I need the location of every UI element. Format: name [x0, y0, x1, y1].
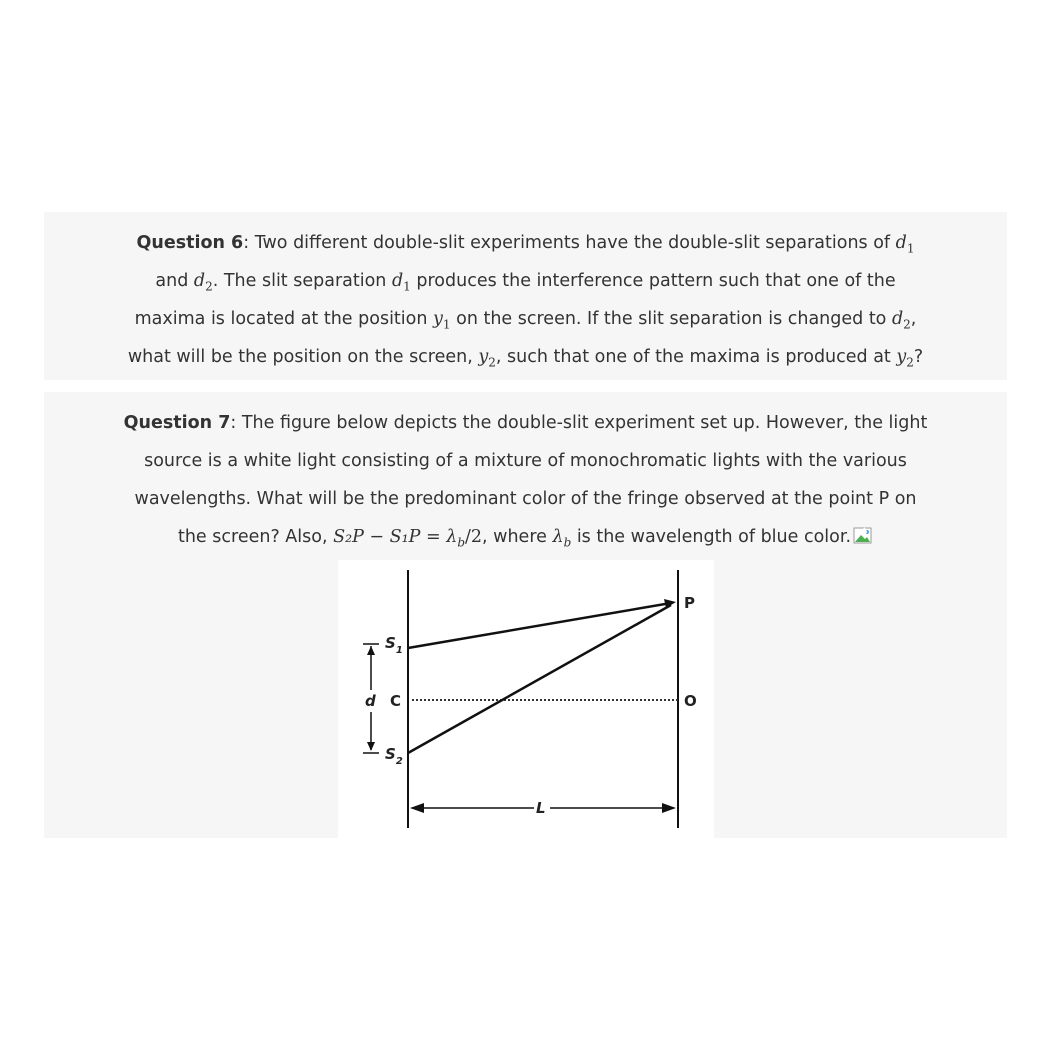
math-y2: $y_2$	[478, 347, 496, 370]
math-lambda-b: $\lambda_b$	[552, 527, 572, 550]
path-difference-equation: $S_2P - S_1P = \lambda_b/2$	[333, 527, 483, 550]
q6-line-2: and $d_2$. The slit separation $d_1$ produces the interference pattern such that one of the	[155, 271, 896, 294]
label-d: d	[365, 692, 376, 710]
q6-line-1	[44, 224, 1007, 262]
ray-s1-to-p	[408, 603, 671, 648]
double-slit-diagram	[338, 560, 714, 839]
label-c: C	[390, 692, 402, 710]
q7-line-4: the screen? Also, $S_2P - S_1P = \lambda_b/2$, where $\lambda_b$ is the wavelength of blue color.	[44, 518, 1007, 556]
label-p: P	[684, 594, 695, 612]
q6-text-1: : Two different double-slit experiments have the double-slit separations of	[243, 233, 896, 253]
label-o: O	[684, 692, 697, 710]
broken-image-icon	[853, 521, 873, 539]
math-y2: $y_2$	[896, 347, 914, 370]
math-d2: $d_2$	[891, 309, 911, 332]
q7-line-1: Question 7: The figure below depicts the double-slit experiment set up. However, the light	[123, 413, 928, 433]
q7-line-3: wavelengths. What will be the predominant color of the fringe observed at the point P on	[134, 489, 917, 509]
math-y1: $y_1$	[433, 309, 451, 332]
q6-label: Question 6	[136, 233, 244, 253]
q6-line-3: maxima is located at the position $y_1$ on the screen. If the slit separation is changed to $d_2$,	[134, 309, 917, 332]
label-s1: $S_1$	[385, 634, 403, 656]
q6-line-4: what will be the position on the screen, $y_2$, such that one of the maxima is produced at $y_2$?	[127, 347, 924, 370]
label-s2: $S_2$	[385, 745, 403, 767]
q7-line-2: source is a white light consisting of a mixture of monochromatic lights with the various	[144, 451, 907, 471]
q7-label: Question 7	[123, 413, 231, 433]
math-d1: $d_1$	[391, 271, 411, 294]
question-6-block	[44, 212, 1007, 380]
ray-s2-to-p	[408, 605, 671, 753]
label-l: L	[536, 799, 546, 817]
math-d1: $d_1$	[895, 233, 915, 256]
math-d2: $d_2$	[193, 271, 213, 294]
